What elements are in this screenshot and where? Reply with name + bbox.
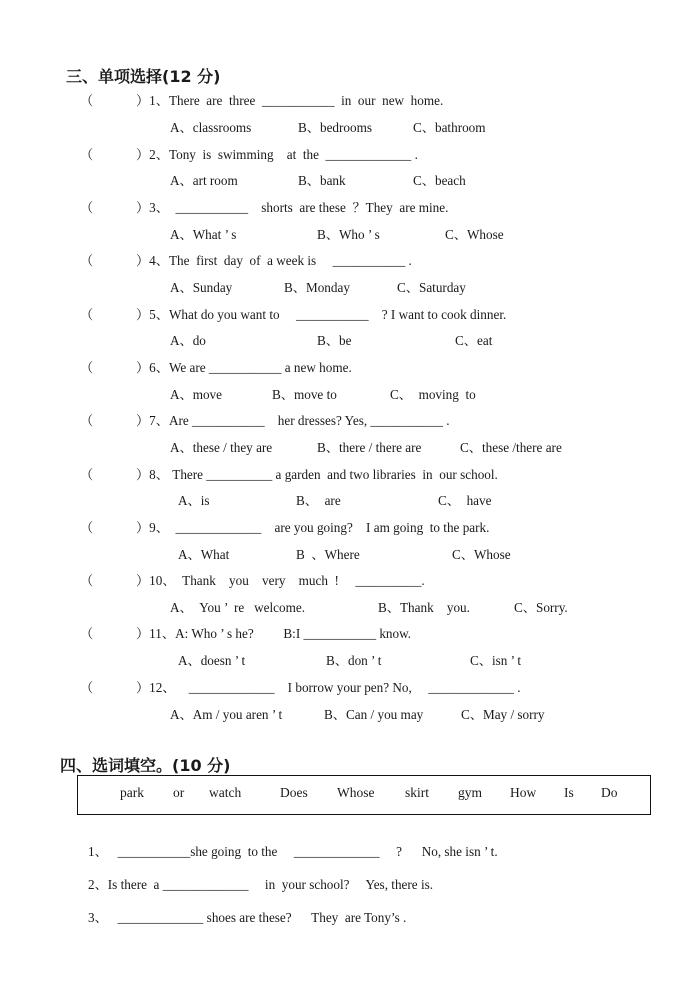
- answer-blank[interactable]: （: [80, 200, 94, 215]
- answer-blank[interactable]: （: [80, 573, 94, 588]
- question-11-option-c[interactable]: C、isn ’ t: [470, 653, 522, 668]
- question-8-option-a[interactable]: A、is: [178, 493, 210, 508]
- question-1-stem: [80, 93, 443, 109]
- question-12-option-c[interactable]: C、May / sorry: [461, 707, 545, 722]
- question-text: ）11、A: Who ’ s he? B:I ___________ know.: [136, 626, 412, 641]
- word-bank-word: Is: [564, 785, 574, 800]
- question-6-option-c[interactable]: C、 moving to: [390, 387, 476, 402]
- word-bank-word: gym: [458, 785, 483, 800]
- word-bank-word: park: [120, 785, 144, 800]
- question-10-option-c[interactable]: C、Sorry.: [514, 600, 568, 615]
- answer-blank[interactable]: （: [80, 147, 94, 162]
- question-2-option-a[interactable]: A、art room: [170, 173, 238, 188]
- question-12-stem: [80, 680, 521, 696]
- question-9-option-a[interactable]: A、What: [178, 547, 230, 562]
- fill-item-3: 3、 _____________ shoes are these? They are Tony’s .: [88, 910, 407, 925]
- question-12-option-a[interactable]: A、Am / you aren ’ t: [170, 707, 283, 722]
- question-text: ）5、What do you want to ___________ ? I want to cook dinner.: [136, 307, 507, 322]
- question-7-option-c[interactable]: C、these /there are: [460, 440, 562, 455]
- question-7-option-b[interactable]: B、there / there are: [317, 440, 422, 455]
- question-5-stem: [80, 307, 506, 323]
- answer-blank[interactable]: （: [80, 413, 94, 428]
- question-1-option-c[interactable]: C、bathroom: [413, 120, 486, 135]
- question-9-option-b[interactable]: B 、Where: [296, 547, 360, 562]
- answer-blank[interactable]: （: [80, 520, 94, 535]
- question-2-option-b[interactable]: B、bank: [298, 173, 346, 188]
- answer-blank[interactable]: （: [80, 93, 94, 108]
- question-10-option-a[interactable]: A、 You ’ re welcome.: [170, 600, 306, 615]
- fill-item-1: 1、 ___________she going to the _____________ ? No, she isn ’ t.: [88, 844, 498, 859]
- word-bank-word: How: [510, 785, 537, 800]
- answer-blank[interactable]: （: [80, 253, 94, 268]
- question-text: ）7、Are ___________ her dresses? Yes, ___________ .: [136, 413, 450, 428]
- question-8-option-c[interactable]: C、 have: [438, 493, 492, 508]
- answer-blank[interactable]: （: [80, 626, 94, 641]
- question-8-option-b[interactable]: B、 are: [296, 493, 341, 508]
- answer-blank[interactable]: （: [80, 680, 94, 695]
- question-text: ）6、We are ___________ a new home.: [136, 360, 352, 375]
- question-1-option-a[interactable]: A、classrooms: [170, 120, 252, 135]
- word-bank-word: watch: [209, 785, 242, 800]
- question-4-option-c[interactable]: C、Saturday: [397, 280, 466, 295]
- question-3-option-b[interactable]: B、Who ’ s: [317, 227, 380, 242]
- question-10-stem: [80, 573, 425, 589]
- answer-blank[interactable]: （: [80, 360, 94, 375]
- question-2-stem: [80, 147, 418, 163]
- question-4-option-b[interactable]: B、Monday: [284, 280, 350, 295]
- question-10-option-b[interactable]: B、Thank you.: [378, 600, 470, 615]
- section-3-heading: 三、单项选择(12 分): [66, 67, 221, 86]
- question-7-option-a[interactable]: A、these / they are: [170, 440, 273, 455]
- question-6-option-b[interactable]: B、move to: [272, 387, 337, 402]
- question-11-option-a[interactable]: A、doesn ’ t: [178, 653, 246, 668]
- question-text: ）12、 _____________ I borrow your pen? No, _____________ .: [136, 680, 521, 695]
- question-5-option-b[interactable]: B、be: [317, 333, 352, 348]
- question-text: ）1、There are three ___________ in our new home.: [136, 93, 444, 108]
- question-5-option-a[interactable]: A、do: [170, 333, 206, 348]
- word-bank-word: Does: [280, 785, 308, 800]
- question-9-option-c[interactable]: C、Whose: [452, 547, 511, 562]
- word-bank-box: [77, 775, 651, 815]
- question-6-stem: [80, 360, 352, 376]
- question-11-option-b[interactable]: B、don ’ t: [326, 653, 382, 668]
- answer-blank[interactable]: （: [80, 307, 94, 322]
- question-12-option-b[interactable]: B、Can / you may: [324, 707, 424, 722]
- question-text: ）10、 Thank you very much ! __________.: [136, 573, 425, 588]
- question-text: ）2、Tony is swimming at the _____________ .: [136, 147, 418, 162]
- word-bank-word: Whose: [337, 785, 375, 800]
- question-text: ）9、 _____________ are you going? I am going to the park.: [136, 520, 490, 535]
- question-9-stem: [80, 520, 489, 536]
- question-4-stem: [80, 253, 412, 269]
- question-4-option-a[interactable]: A、Sunday: [170, 280, 233, 295]
- question-3-option-c[interactable]: C、Whose: [445, 227, 504, 242]
- section-4-heading: 四、选词填空。(10 分): [60, 756, 231, 775]
- question-3-stem: [80, 200, 448, 216]
- answer-blank[interactable]: （: [80, 467, 94, 482]
- question-8-stem: [80, 467, 498, 483]
- question-2-option-c[interactable]: C、beach: [413, 173, 466, 188]
- question-text: ）4、The first day of a week is ___________ .: [136, 253, 412, 268]
- fill-item-2: 2、Is there a _____________ in your school? Yes, there is.: [88, 877, 434, 892]
- question-text: ）3、 ___________ shorts are these ？They are mine.: [136, 200, 449, 215]
- word-bank-word: or: [173, 785, 185, 800]
- question-7-stem: [80, 413, 450, 429]
- question-1-option-b[interactable]: B、bedrooms: [298, 120, 372, 135]
- question-text: ）8、 There __________ a garden and two libraries in our school.: [136, 467, 498, 482]
- question-5-option-c[interactable]: C、eat: [455, 333, 493, 348]
- question-6-option-a[interactable]: A、move: [170, 387, 223, 402]
- word-bank-word: skirt: [405, 785, 430, 800]
- question-3-option-a[interactable]: A、What ’ s: [170, 227, 237, 242]
- word-bank-word: Do: [601, 785, 618, 800]
- question-11-stem: [80, 626, 411, 642]
